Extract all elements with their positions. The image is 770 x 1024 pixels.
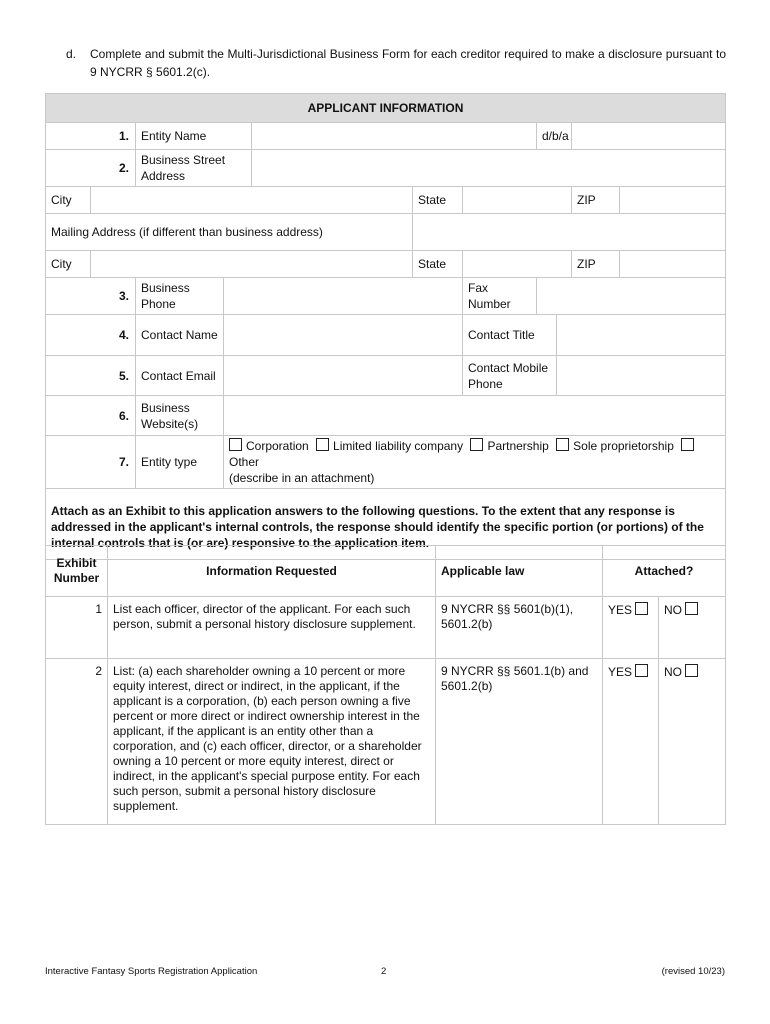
contact-title-field[interactable] [557, 315, 726, 356]
table-row [46, 659, 726, 825]
zip-label: ZIP [572, 187, 620, 214]
entity-type-number: 7. [46, 436, 136, 489]
other-option-label: Other [229, 455, 260, 469]
zip-field[interactable] [620, 187, 726, 214]
attached-yes [603, 659, 659, 825]
no-checkbox[interactable] [685, 602, 698, 615]
footer-title: Interactive Fantasy Sports Registration Application [45, 966, 258, 977]
city-field[interactable] [91, 187, 413, 214]
attached-no [659, 659, 726, 825]
applicant-information-header: APPLICANT INFORMATION [46, 94, 726, 123]
other-checkbox[interactable] [681, 438, 694, 451]
website-field[interactable] [224, 396, 726, 436]
applicable-law-header: Applicable law [436, 546, 603, 597]
exhibit-number: 1 [46, 597, 108, 659]
intro-paragraph [66, 45, 726, 81]
exhibit-instructions: Attach as an Exhibit to this application answers to the following questions. To the extent that any response is addressed in the applicant's internal controls, the response should identify the specific portion (or portions) of the internal controls that is (or are) responsive to the application item. [46, 489, 726, 560]
no-label: NO [664, 603, 682, 617]
city-label: City [46, 187, 91, 214]
website-label: Business Website(s) [136, 396, 224, 436]
contact-email-number: 5. [46, 356, 136, 396]
partnership-option-label: Partnership [487, 439, 549, 453]
partnership-checkbox[interactable] [470, 438, 483, 451]
contact-name-label: Contact Name [136, 315, 224, 356]
business-phone-field[interactable] [224, 278, 463, 315]
contact-name-number: 4. [46, 315, 136, 356]
information-requested: List: (a) each shareholder owning a 10 percent or more equity interest, direct or indirect, in the applicant, if the applicant is a corporation, (b) each person owning a five percent or more direct or indirect ownership interest in the applicant, if the applicant is an entity other than a corporation, and (c) each officer, director, or a shareholder owning a 10 percent or more equity interest, direct or indirect, in the applicant's special purpose entity. For each such person, submit a personal history disclosure supplement. [108, 659, 436, 825]
entity-type-options [224, 436, 726, 489]
mailing-state-field[interactable] [463, 251, 572, 278]
yes-label: YES [608, 665, 633, 679]
contact-mobile-field[interactable] [557, 356, 726, 396]
exhibit-number: 2 [46, 659, 108, 825]
entity-name-field[interactable] [252, 123, 537, 150]
table-row [46, 597, 726, 659]
entity-name-number: 1. [46, 123, 136, 150]
dba-label: d/b/a [537, 123, 572, 150]
mailing-zip-label: ZIP [572, 251, 620, 278]
attached-header: Attached? [603, 546, 726, 597]
no-checkbox[interactable] [685, 664, 698, 677]
contact-email-field[interactable] [224, 356, 463, 396]
contact-name-field[interactable] [224, 315, 463, 356]
corporation-checkbox[interactable] [229, 438, 242, 451]
information-requested: List each officer, director of the applicant. For each such person, submit a personal history disclosure supplement. [108, 597, 436, 659]
llc-checkbox[interactable] [316, 438, 329, 451]
entity-name-label: Entity Name [136, 123, 252, 150]
attached-yes [603, 597, 659, 659]
exhibit-number-header: Exhibit Number [46, 546, 108, 597]
contact-email-label: Contact Email [136, 356, 224, 396]
entity-type-label: Entity type [136, 436, 224, 489]
website-number: 6. [46, 396, 136, 436]
dba-field[interactable] [572, 123, 726, 150]
contact-mobile-label: Contact Mobile Phone [463, 356, 557, 396]
information-requested-header: Information Requested [108, 546, 436, 597]
attached-no [659, 597, 726, 659]
corporation-option-label: Corporation [246, 439, 309, 453]
mailing-city-label: City [46, 251, 91, 278]
fax-label: Fax Number [463, 278, 537, 315]
contact-title-label: Contact Title [463, 315, 557, 356]
business-phone-number: 3. [46, 278, 136, 315]
fax-field[interactable] [537, 278, 726, 315]
yes-label: YES [608, 603, 633, 617]
yes-checkbox[interactable] [635, 602, 648, 615]
mailing-address-field[interactable] [413, 214, 726, 251]
mailing-city-field[interactable] [91, 251, 413, 278]
footer-page-number: 2 [381, 966, 387, 977]
sole-proprietorship-option-label: Sole proprietorship [573, 439, 674, 453]
no-label: NO [664, 665, 682, 679]
state-field[interactable] [463, 187, 572, 214]
llc-option-label: Limited liability company [333, 439, 464, 453]
sole-proprietorship-checkbox[interactable] [556, 438, 569, 451]
applicant-information-table [45, 93, 726, 560]
intro-letter: d. [66, 47, 77, 61]
applicable-law: 9 NYCRR §§ 5601.1(b) and 5601.2(b) [436, 659, 603, 825]
state-label: State [413, 187, 463, 214]
business-phone-label: Business Phone [136, 278, 224, 315]
mailing-address-label: Mailing Address (if different than business address) [46, 214, 413, 251]
business-address-field[interactable] [252, 150, 726, 187]
exhibits-table [45, 545, 726, 825]
mailing-state-label: State [413, 251, 463, 278]
intro-text: Complete and submit the Multi-Jurisdictional Business Form for each creditor required to make a disclosure pursuant to 9 NYCRR § 5601.2(c). [90, 47, 726, 79]
applicable-law: 9 NYCRR §§ 5601(b)(1), 5601.2(b) [436, 597, 603, 659]
footer-revision: (revised 10/23) [661, 966, 725, 977]
mailing-zip-field[interactable] [620, 251, 726, 278]
exhibits-header-row [46, 546, 726, 597]
business-address-number: 2. [46, 150, 136, 187]
business-address-label: Business Street Address [136, 150, 252, 187]
entity-type-note: (describe in an attachment) [229, 471, 375, 485]
yes-checkbox[interactable] [635, 664, 648, 677]
